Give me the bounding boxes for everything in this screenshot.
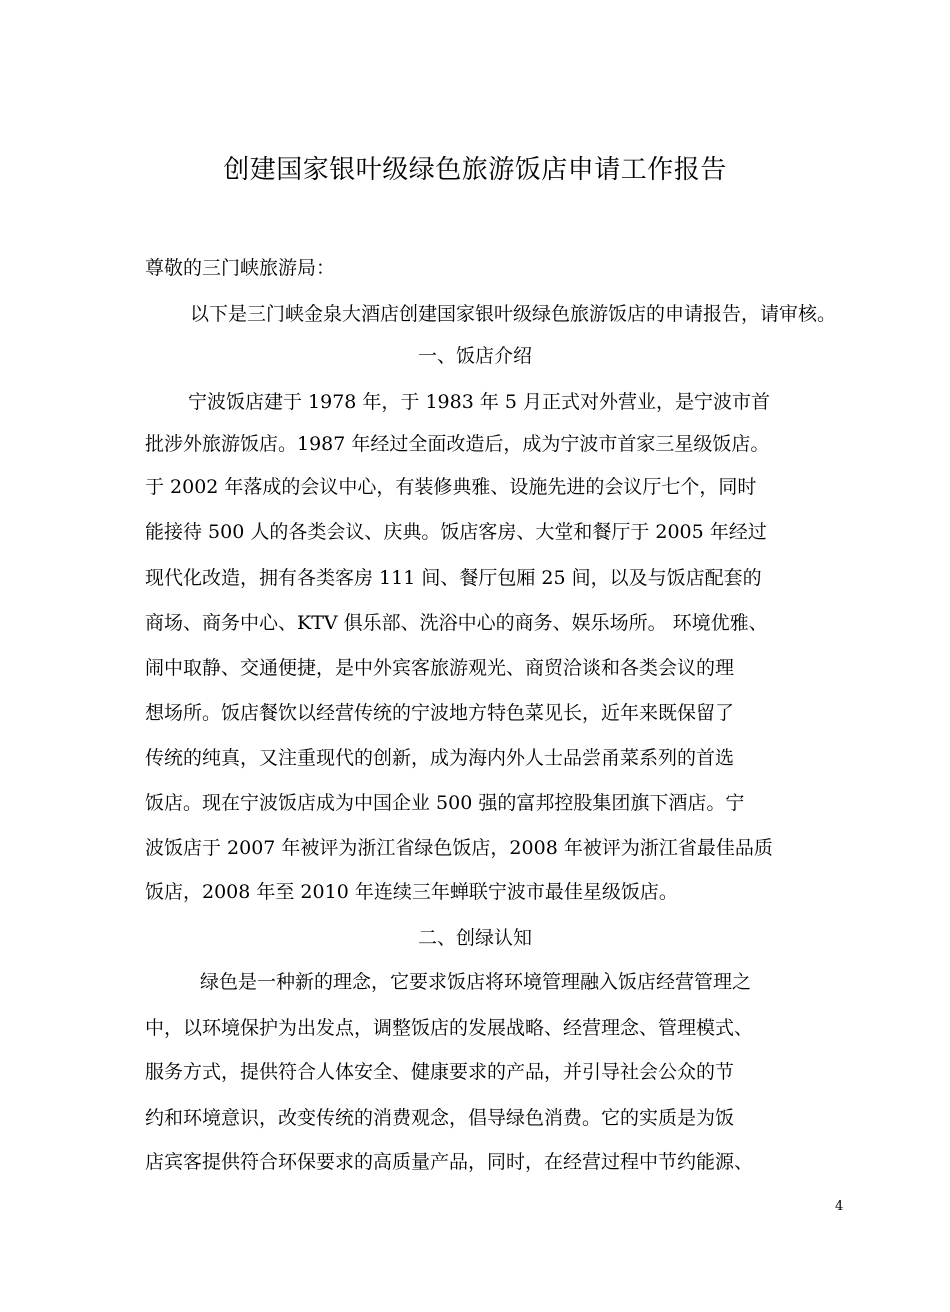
section2-line: 绿色是一种新的理念，它要求饭店将环境管理融入饭店经营管理之: [200, 971, 752, 993]
section1-line: 想场所。饭店餐饮以经营传统的宁波地方特色菜见长，近年来既保留了: [145, 702, 735, 724]
document-title: 创建国家银叶级绿色旅游饭店申请工作报告: [223, 155, 727, 185]
section2-line: 约和环境意识，改变传统的消费观念，倡导绿色消费。它的实质是为饭: [145, 1107, 735, 1129]
section2-line: 中，以环境保护为出发点，调整饭店的发展战略、经营理念、管理模式、: [145, 1017, 754, 1039]
section-heading-2: 二、创绿认知: [417, 927, 532, 949]
section1-line: 商场、商务中心、KTV 俱乐部、洗浴中心的商务、娱乐场所。 环境优雅、: [145, 612, 768, 634]
section1-line: 能接待 500 人的各类会议、庆典。饭店客房、大堂和餐厅于 2005 年经过: [145, 521, 767, 543]
intro-paragraph: 以下是三门峡金泉大酒店创建国家银叶级绿色旅游饭店的申请报告，请审核。: [190, 303, 837, 325]
section1-line: 批涉外旅游饭店。1987 年经过全面改造后，成为宁波市首家三星级饭店。: [145, 433, 770, 455]
section2-line: 店宾客提供符合环保要求的高质量产品，同时，在经营过程中节约能源、: [145, 1151, 754, 1173]
section1-line: 波饭店于 2007 年被评为浙江省绿色饭店，2008 年被评为浙江省最佳品质: [145, 837, 773, 859]
salutation: 尊敬的三门峡旅游局：: [145, 257, 336, 279]
section1-line: 闹中取静、交通便捷，是中外宾客旅游观光、商贸洽谈和各类会议的理: [145, 657, 735, 679]
section1-line: 宁波饭店建于 1978 年，于 1983 年 5 月正式对外营业，是宁波市首: [188, 391, 771, 413]
section1-line: 于 2002 年落成的会议中心，有装修典雅、设施先进的会议厅七个，同时: [145, 476, 757, 498]
section1-line: 饭店。现在宁波饭店成为中国企业 500 强的富邦控股集团旗下酒店。宁: [145, 792, 745, 814]
section2-line: 服务方式，提供符合人体安全、健康要求的产品，并引导社会公众的节: [145, 1061, 735, 1083]
section1-line: 传统的纯真，又注重现代的创新，成为海内外人士品尝甬菜系列的首选: [145, 747, 735, 769]
section1-line: 现代化改造，拥有各类客房 111 间、餐厅包厢 25 间，以及与饭店配套的: [145, 567, 762, 589]
section-heading-1: 一、饭店介绍: [417, 345, 532, 367]
page-number: 4: [835, 1199, 844, 1214]
section1-line: 饭店，2008 年至 2010 年连续三年蝉联宁波市最佳星级饭店。: [145, 881, 678, 903]
